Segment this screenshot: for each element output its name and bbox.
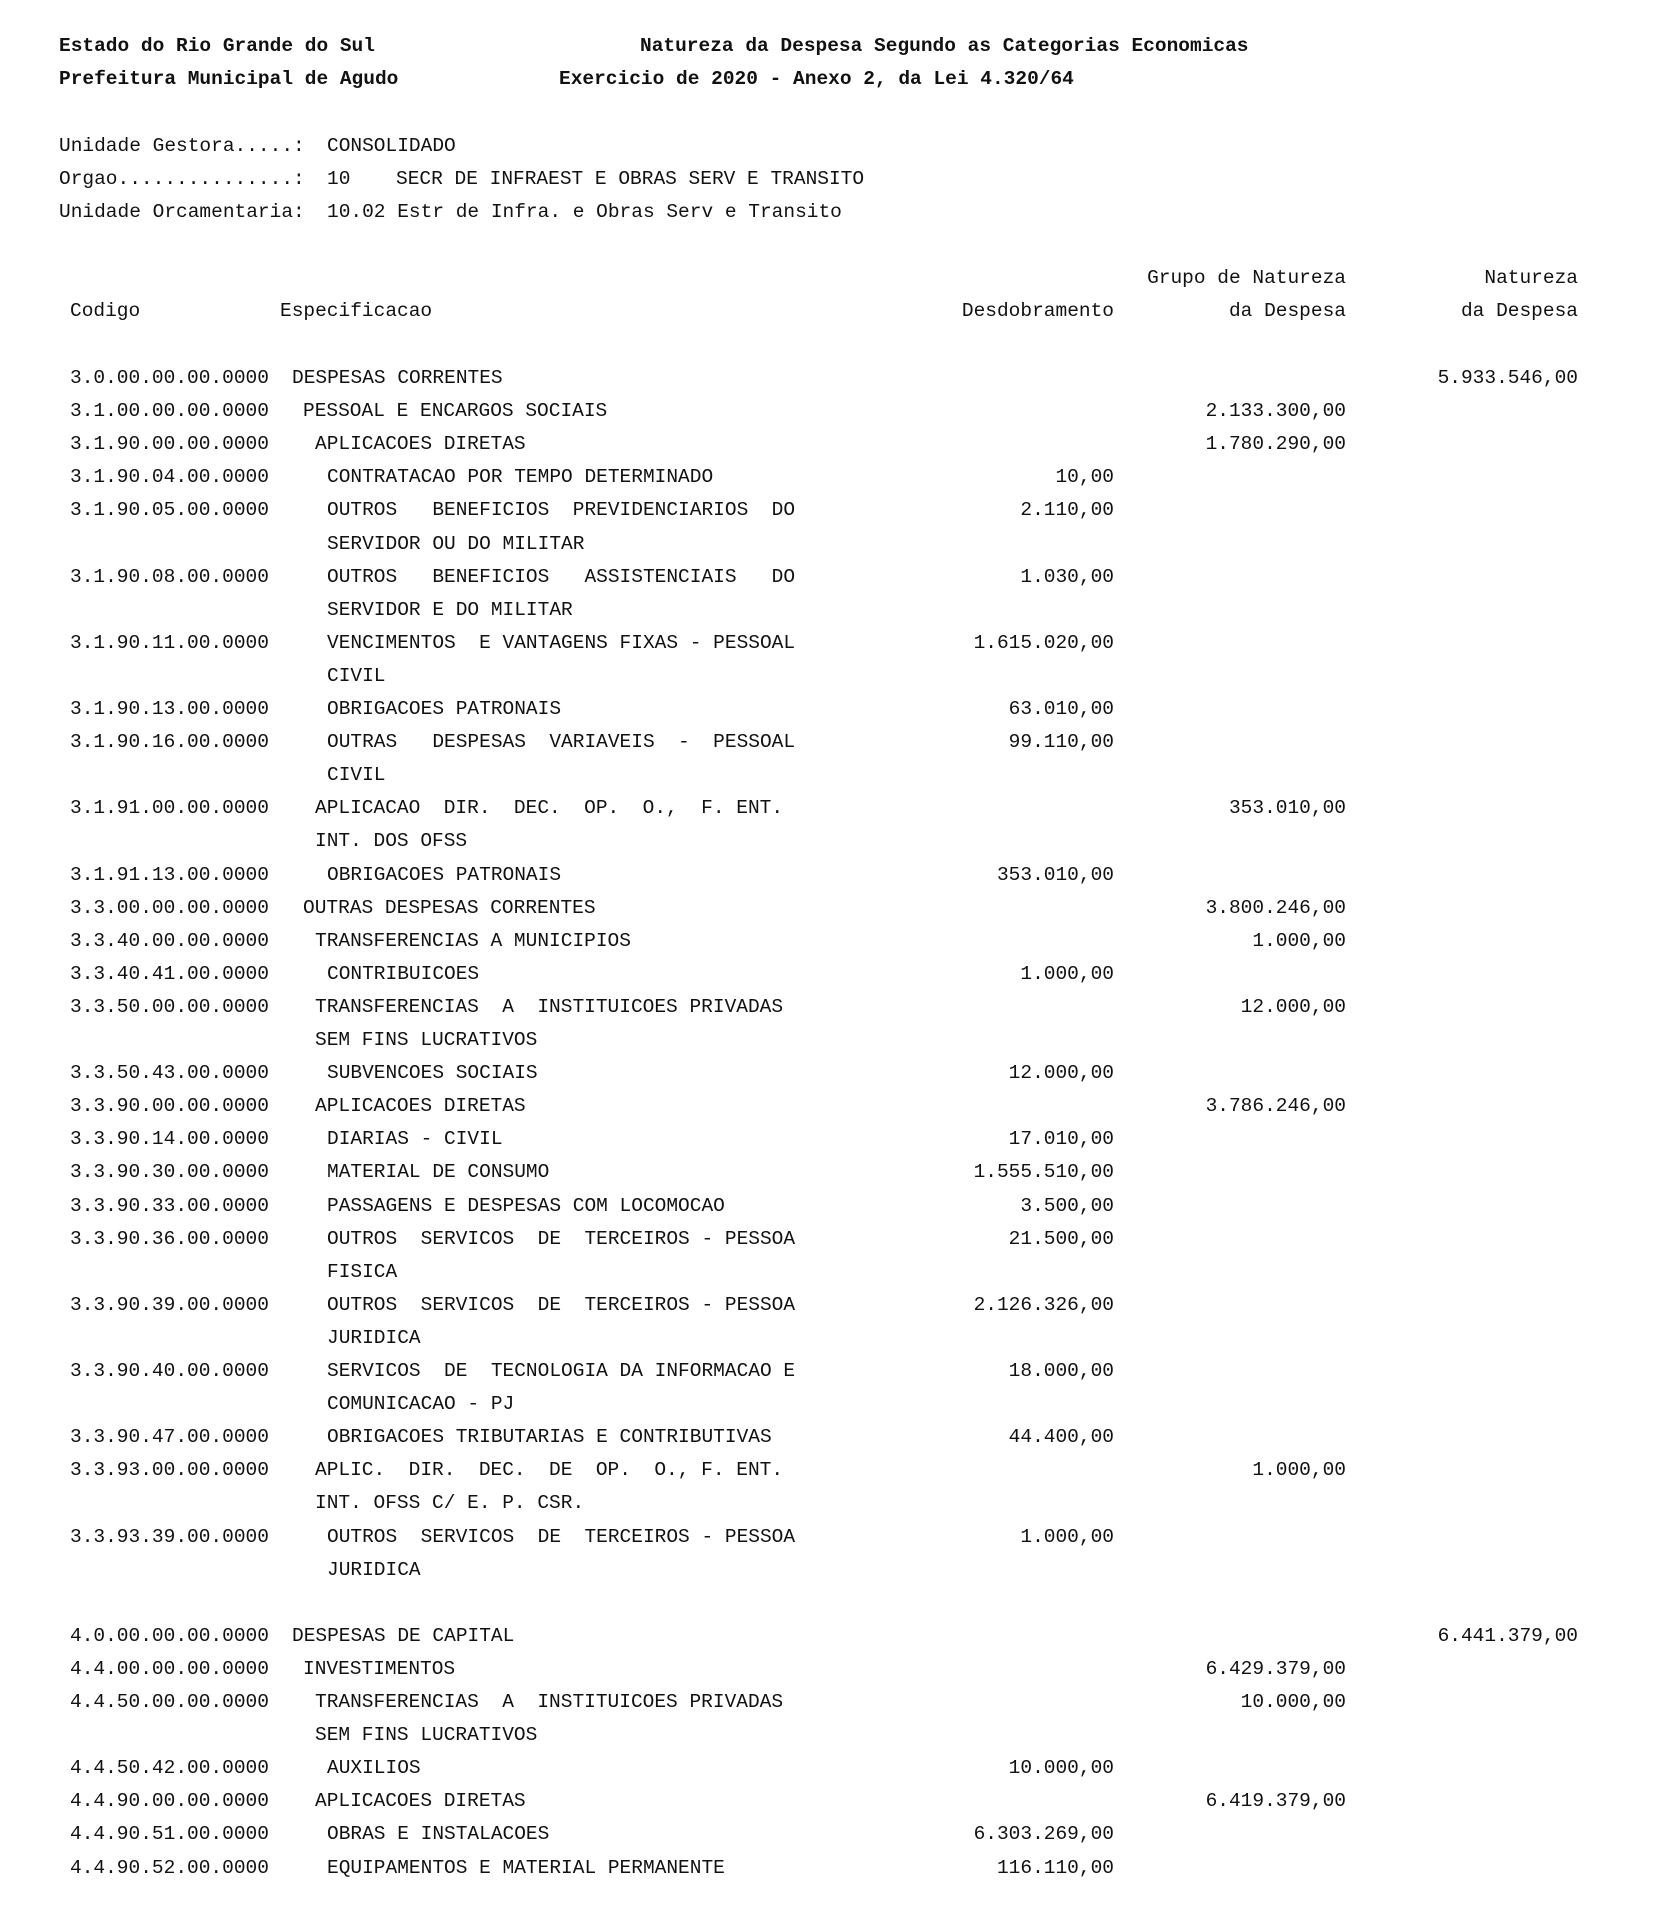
table-row (0, 792, 1653, 825)
table-row (0, 1818, 1653, 1851)
row-description: OUTRAS DESPESAS VARIAVEIS - PESSOAL (327, 731, 796, 754)
row-description: OUTROS BENEFICIOS PREVIDENCIARIOS DO (327, 499, 796, 522)
row-description: APLICACOES DIRETAS (315, 1095, 526, 1118)
row-description: MATERIAL DE CONSUMO (327, 1161, 550, 1184)
row-description-cont: SEM FINS LUCRATIVOS (315, 1029, 538, 1051)
row-code: 3.3.93.00.00.0000 (70, 1459, 269, 1482)
row-description: EQUIPAMENTOS E MATERIAL PERMANENTE (327, 1856, 725, 1879)
row-description-cont: INT. DOS OFSS (315, 830, 468, 853)
row-grupo-natureza: 1.780.290,00 (1205, 433, 1346, 456)
table-row (0, 494, 1653, 527)
row-natureza: 6.441.379,00 (1437, 1624, 1578, 1647)
table-row (0, 1355, 1653, 1388)
col-natureza-line2: da Despesa (1460, 300, 1578, 322)
row-description: PESSOAL E ENCARGOS SOCIAIS (303, 400, 608, 423)
row-description: SERVICOS DE TECNOLOGIA DA INFORMACAO E (327, 1360, 796, 1382)
table-row (0, 859, 1653, 892)
row-code: 3.3.90.39.00.0000 (70, 1293, 269, 1316)
table-row (0, 991, 1653, 1024)
table-row (0, 693, 1653, 726)
table-row (0, 627, 1653, 660)
column-header-row-1 (0, 262, 1653, 295)
row-description: TRANSFERENCIAS A INSTITUICOES PRIVADAS (315, 1691, 784, 1713)
table-row (0, 428, 1653, 461)
row-code: 3.3.50.43.00.0000 (70, 1062, 269, 1085)
row-natureza: 5.933.546,00 (1437, 367, 1578, 389)
row-code: 3.3.90.40.00.0000 (70, 1360, 269, 1382)
row-description-cont: SERVIDOR OU DO MILITAR (327, 532, 585, 555)
row-desdobramento: 1.615.020,00 (973, 631, 1114, 654)
table-row (0, 1123, 1653, 1156)
row-description: TRANSFERENCIAS A INSTITUICOES PRIVADAS (315, 995, 784, 1018)
row-desdobramento: 17.010,00 (1008, 1128, 1114, 1151)
row-desdobramento: 63.010,00 (1008, 698, 1114, 720)
row-code: 3.3.93.39.00.0000 (70, 1525, 269, 1548)
state-name: Estado do Rio Grande do Sul (59, 35, 375, 57)
row-description: DESPESAS DE CAPITAL (292, 1624, 515, 1647)
row-code: 3.3.00.00.00.0000 (70, 896, 269, 919)
table-row-continuation (0, 1554, 1653, 1587)
row-description-cont: SERVIDOR E DO MILITAR (327, 598, 573, 621)
row-description: OBRAS E INSTALACOES (327, 1823, 550, 1846)
table-row-continuation (0, 1388, 1653, 1421)
row-description-cont: SEM FINS LUCRATIVOS (315, 1724, 538, 1747)
info-unidade-gestora (0, 130, 1653, 163)
row-grupo-natureza: 10.000,00 (1240, 1691, 1346, 1713)
row-code: 3.1.90.11.00.0000 (70, 631, 269, 654)
row-desdobramento: 1.030,00 (1020, 565, 1114, 588)
row-description: OBRIGACOES TRIBUTARIAS E CONTRIBUTIVAS (327, 1426, 772, 1449)
table-row (0, 1057, 1653, 1090)
row-description: APLIC. DIR. DEC. DE OP. O., F. ENT. (315, 1459, 784, 1482)
col-codigo: Codigo (70, 300, 141, 322)
col-grupo-line1: Grupo de Natureza (1147, 267, 1346, 289)
row-grupo-natureza: 12.000,00 (1240, 995, 1346, 1018)
row-code: 3.1.90.00.00.0000 (70, 433, 269, 456)
row-desdobramento: 116.110,00 (996, 1856, 1114, 1879)
row-desdobramento: 18.000,00 (1008, 1360, 1114, 1382)
info-unidade-orcamentaria (0, 196, 1653, 229)
row-code: 3.3.40.41.00.0000 (70, 962, 269, 985)
row-description: SUBVENCOES SOCIAIS (327, 1062, 538, 1085)
table-row (0, 1653, 1653, 1686)
row-description: DIARIAS - CIVIL (327, 1128, 503, 1151)
table-row (0, 958, 1653, 991)
table-row-continuation (0, 1487, 1653, 1520)
table-row (0, 925, 1653, 958)
row-code: 3.1.00.00.00.0000 (70, 400, 269, 423)
row-code: 3.1.90.04.00.0000 (70, 466, 269, 489)
row-desdobramento: 99.110,00 (1008, 731, 1114, 754)
table-row-continuation (0, 1719, 1653, 1752)
row-code: 3.3.90.00.00.0000 (70, 1095, 269, 1118)
row-code: 3.1.90.13.00.0000 (70, 698, 269, 720)
row-code: 3.3.90.47.00.0000 (70, 1426, 269, 1449)
row-desdobramento: 3.500,00 (1020, 1194, 1114, 1217)
table-row (0, 1686, 1653, 1719)
row-description: OBRIGACOES PATRONAIS (327, 863, 562, 886)
orgao-code: 10 (327, 168, 351, 190)
row-desdobramento: 2.126.326,00 (973, 1293, 1114, 1316)
municipality-name: Prefeitura Municipal de Agudo (59, 68, 399, 90)
table-row (0, 892, 1653, 925)
row-desdobramento: 353.010,00 (996, 863, 1114, 886)
table-row-continuation (0, 660, 1653, 693)
row-code: 3.1.91.13.00.0000 (70, 863, 269, 886)
column-header-row-2 (0, 295, 1653, 328)
table-row (0, 1785, 1653, 1818)
row-code: 3.1.90.08.00.0000 (70, 565, 269, 588)
row-description-cont: CIVIL (327, 764, 386, 787)
table-row (0, 1289, 1653, 1322)
row-description: CONTRATACAO POR TEMPO DETERMINADO (327, 466, 714, 489)
col-desdobramento: Desdobramento (961, 300, 1114, 322)
row-description-cont: FISICA (327, 1260, 398, 1283)
row-desdobramento: 21.500,00 (1008, 1227, 1114, 1250)
row-description: OUTROS SERVICOS DE TERCEIROS - PESSOA (327, 1227, 796, 1250)
row-grupo-natureza: 6.419.379,00 (1205, 1790, 1346, 1813)
row-code: 3.3.50.00.00.0000 (70, 995, 269, 1018)
col-natureza-line1: Natureza (1484, 267, 1578, 289)
row-grupo-natureza: 2.133.300,00 (1205, 400, 1346, 423)
table-row (0, 1454, 1653, 1487)
row-desdobramento: 1.555.510,00 (973, 1161, 1114, 1184)
table-row-continuation (0, 528, 1653, 561)
row-description-cont: COMUNICACAO - PJ (327, 1393, 515, 1416)
row-desdobramento: 1.000,00 (1020, 962, 1114, 985)
row-code: 3.3.90.36.00.0000 (70, 1227, 269, 1250)
table-row (0, 1752, 1653, 1785)
table-row (0, 362, 1653, 395)
report-subtitle: Exercicio de 2020 - Anexo 2, da Lei 4.320/64 (559, 68, 1074, 90)
table-row-continuation (0, 1322, 1653, 1355)
uo-label: Unidade Orcamentaria: (59, 201, 305, 223)
row-description-cont: JURIDICA (327, 1326, 421, 1349)
table-row (0, 561, 1653, 594)
row-description: CONTRIBUICOES (327, 962, 480, 985)
row-grupo-natureza: 3.786.246,00 (1205, 1095, 1346, 1118)
header-row-1 (0, 30, 1653, 63)
row-description: INVESTIMENTOS (303, 1657, 456, 1680)
row-code: 3.3.40.00.00.0000 (70, 929, 269, 952)
row-grupo-natureza: 6.429.379,00 (1205, 1657, 1346, 1680)
table-row-continuation (0, 825, 1653, 858)
table-row (0, 1852, 1653, 1885)
row-description: APLICACOES DIRETAS (315, 1790, 526, 1813)
table-row (0, 461, 1653, 494)
row-code: 3.0.00.00.00.0000 (70, 367, 269, 389)
col-grupo-line2: da Despesa (1228, 300, 1346, 322)
ug-value: CONSOLIDADO (327, 135, 456, 157)
row-code: 3.3.90.30.00.0000 (70, 1161, 269, 1184)
row-description: APLICACAO DIR. DEC. OP. O., F. ENT. (315, 797, 784, 820)
orgao-name: SECR DE INFRAEST E OBRAS SERV E TRANSITO (396, 168, 865, 190)
table-row (0, 1421, 1653, 1454)
row-desdobramento: 12.000,00 (1008, 1062, 1114, 1085)
row-code: 4.4.50.42.00.0000 (70, 1757, 269, 1780)
row-code: 3.3.90.33.00.0000 (70, 1194, 269, 1217)
table-row (0, 1223, 1653, 1256)
row-desdobramento: 10.000,00 (1008, 1757, 1114, 1780)
info-orgao (0, 163, 1653, 196)
row-code: 3.1.90.05.00.0000 (70, 499, 269, 522)
row-code: 4.4.90.52.00.0000 (70, 1856, 269, 1879)
row-code: 3.1.90.16.00.0000 (70, 731, 269, 754)
row-code: 4.4.00.00.00.0000 (70, 1657, 269, 1680)
row-desdobramento: 10,00 (1055, 466, 1114, 489)
row-description-cont: JURIDICA (327, 1558, 421, 1581)
orgao-label: Orgao...............: (59, 168, 305, 190)
row-code: 3.3.90.14.00.0000 (70, 1128, 269, 1151)
row-desdobramento: 1.000,00 (1020, 1525, 1114, 1548)
row-desdobramento: 44.400,00 (1008, 1426, 1114, 1449)
header-row-2 (0, 63, 1653, 96)
row-description: VENCIMENTOS E VANTAGENS FIXAS - PESSOAL (327, 631, 796, 654)
table-row (0, 395, 1653, 428)
row-grupo-natureza: 353.010,00 (1228, 797, 1346, 820)
row-description: PASSAGENS E DESPESAS COM LOCOMOCAO (327, 1194, 725, 1217)
row-grupo-natureza: 1.000,00 (1252, 929, 1346, 952)
table-row-continuation (0, 1256, 1653, 1289)
table-row-continuation (0, 1024, 1653, 1057)
row-description: APLICACOES DIRETAS (315, 433, 526, 456)
table-row (0, 1521, 1653, 1554)
row-desdobramento: 2.110,00 (1020, 499, 1114, 522)
table-row (0, 1156, 1653, 1189)
row-code: 4.0.00.00.00.0000 (70, 1624, 269, 1647)
table-row-continuation (0, 759, 1653, 792)
row-description: AUXILIOS (327, 1757, 421, 1780)
row-description: OUTROS BENEFICIOS ASSISTENCIAIS DO (327, 565, 796, 588)
row-code: 4.4.90.51.00.0000 (70, 1823, 269, 1846)
table-row-continuation (0, 594, 1653, 627)
row-code: 4.4.90.00.00.0000 (70, 1790, 269, 1813)
row-description: TRANSFERENCIAS A MUNICIPIOS (315, 929, 631, 952)
row-desdobramento: 6.303.269,00 (973, 1823, 1114, 1846)
row-grupo-natureza: 3.800.246,00 (1205, 896, 1346, 919)
table-row (0, 1620, 1653, 1653)
uo-value: 10.02 Estr de Infra. e Obras Serv e Transito (327, 201, 842, 223)
row-code: 4.4.50.00.00.0000 (70, 1691, 269, 1713)
row-description: OUTRAS DESPESAS CORRENTES (303, 896, 596, 919)
ug-label: Unidade Gestora.....: (59, 135, 305, 157)
table-row (0, 726, 1653, 759)
row-description: OUTROS SERVICOS DE TERCEIROS - PESSOA (327, 1293, 796, 1316)
table-row (0, 1190, 1653, 1223)
row-description-cont: INT. OFSS C/ E. P. CSR. (315, 1492, 585, 1515)
col-especificacao: Especificacao (280, 300, 433, 322)
row-description: DESPESAS CORRENTES (292, 367, 503, 389)
table-row (0, 1090, 1653, 1123)
report-title: Natureza da Despesa Segundo as Categorias Economicas (640, 35, 1249, 57)
row-grupo-natureza: 1.000,00 (1252, 1459, 1346, 1482)
row-description: OUTROS SERVICOS DE TERCEIROS - PESSOA (327, 1525, 796, 1548)
row-code: 3.1.91.00.00.0000 (70, 797, 269, 820)
row-description: OBRIGACOES PATRONAIS (327, 698, 562, 720)
row-description-cont: CIVIL (327, 664, 386, 687)
